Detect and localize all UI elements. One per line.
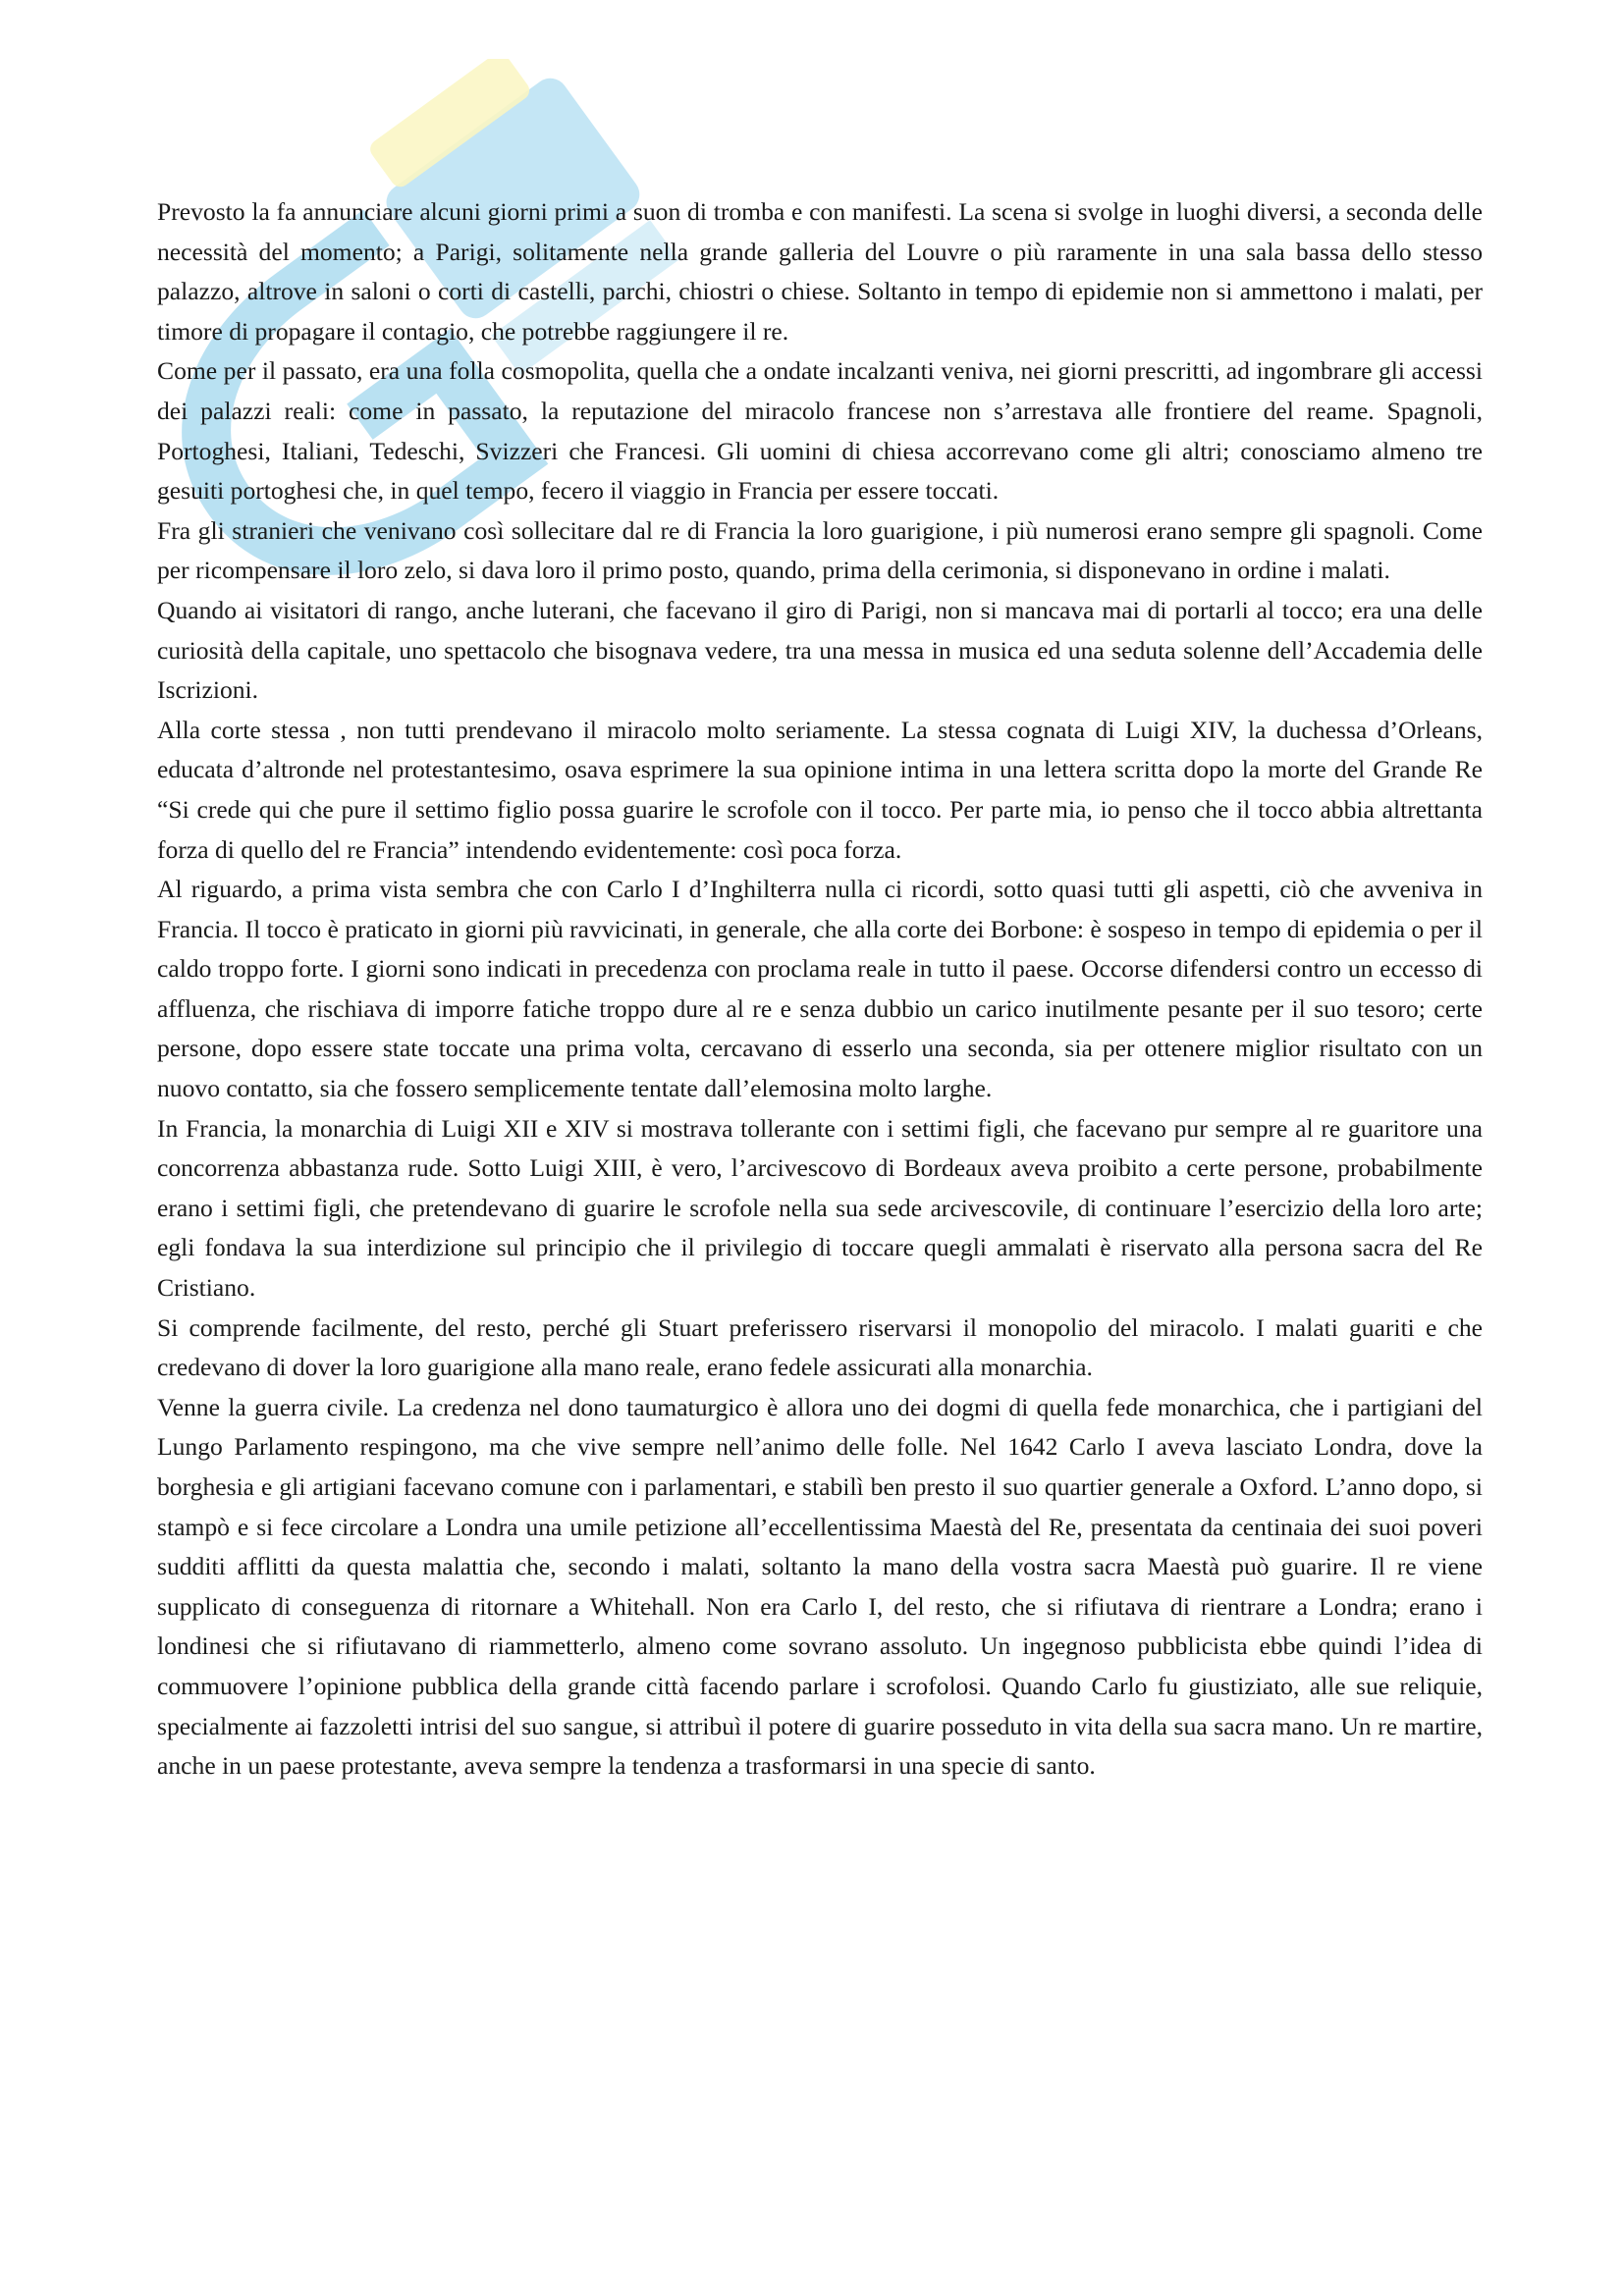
- paragraph: Si comprende facilmente, del resto, perché gli Stuart preferissero riservarsi il monopolio del miracolo. I malati guariti e che credevano di dover la loro guarigione alla mano reale, erano fedele assicurati alla monarchia.: [157, 1312, 1483, 1382]
- paragraph: Come per il passato, era una folla cosmopolita, quella che a ondate incalzanti veniva, nei giorni prescritti, ad ingombrare gli accessi dei palazzi reali: come in passato, la reputazione del miracolo francese non s’arrestava alle frontiere del reame. Spagnoli, Portoghesi, Italiani, Tedeschi, Svizzeri che Francesi. Gli uomini di chiesa accorrevano come gli altri; conosciamo almeno tre gesuiti portoghesi che, in quel tempo, fecero il viaggio in Francia per essere toccati.: [157, 356, 1483, 506]
- paragraph: Alla corte stessa , non tutti prendevano il miracolo molto seriamente. La stessa cognata di Luigi XIV, la duchessa d’Orleans, educata d’altronde nel protestantesimo, osava esprimere la sua opinione intima in una lettera scritta dopo la morte del Grande Re “Si crede qui che pure il settimo figlio possa guarire le scrofole con il tocco. Per parte mia, io penso che il tocco abbia altrettanta forza di quello del re Francia” intendendo evidentemente: così poca forza.: [157, 715, 1483, 864]
- paragraph: Quando ai visitatori di rango, anche luterani, che facevano il giro di Parigi, non si mancava mai di portarli al tocco; era una delle curiosità della capitale, uno spettacolo che bisognava vedere, tra una messa in musica ed una seduta solenne dell’Accademia delle Iscrizioni.: [157, 595, 1483, 705]
- paragraph: Prevosto la fa annunciare alcuni giorni primi a suon di tromba e con manifesti. La scena si svolge in luoghi diversi, a seconda delle necessità del momento; a Parigi, solitamente nella grande galleria del Louvre o più raramente in una sala bassa dello stesso palazzo, altrove in saloni o corti di castelli, parchi, chiostri o chiese. Soltanto in tempo di epidemie non si ammettono i malati, per timore di propagare il contagio, che potrebbe raggiungere il re.: [157, 197, 1483, 346]
- paragraph: Al riguardo, a prima vista sembra che con Carlo I d’Inghilterra nulla ci ricordi, sotto quasi tutti gli aspetti, ciò che avveniva in Francia. Il tocco è praticato in giorni più ravvicinati, in generale, che alla corte dei Borbone: è sospeso in tempo di epidemia o per il caldo troppo forte. I giorni sono indicati in precedenza con proclama reale in tutto il paese. Occorse difendersi contro un eccesso di affluenza, che rischiava di imporre fatiche troppo dure al re e senza dubbio un carico inutilmente pesante per il suo tesoro; certe persone, dopo essere state toccate una prima volta, cercavano di esserlo una seconda, sia per ottenere miglior risultato con un nuovo contatto, sia che fossero semplicemente tentate dall’elemosina molto larghe.: [157, 875, 1483, 1103]
- paragraph: Fra gli stranieri che venivano così sollecitare dal re di Francia la loro guarigione, i più numerosi erano sempre gli spagnoli. Come per ricompensare il loro zelo, si dava loro il primo posto, quando, prima della cerimonia, si disponevano in ordine i malati.: [157, 515, 1483, 585]
- document-body: [157, 192, 1483, 1787]
- paragraph: Venne la guerra civile. La credenza nel dono taumaturgico è allora uno dei dogmi di quella fede monarchica, che i partigiani del Lungo Parlamento respingono, ma che vive sempre nell’animo delle folle. Nel 1642 Carlo I aveva lasciato Londra, dove la borghesia e gli artigiani facevano comune con i parlamentari, e stabilì ben presto il suo quartier generale a Oxford. L’anno dopo, si stampò e si fece circolare a Londra una umile petizione all’eccellentissima Maestà del Re, presentata da centinaia dei suoi poveri sudditi afflitti da questa malattia che, secondo i malati, soltanto la mano della vostra sacra Maestà può guarire. Il re viene supplicato di conseguenza di ritornare a Whitehall. Non era Carlo I, del resto, che si rifiutava di rientrare a Londra; erano i londinesi che si rifiutavano di riammetterlo, almeno come sovrano assoluto. Un ingegnoso pubblicista ebbe quindi l’idea di commuovere l’opinione pubblica della grande città facendo parlare i scrofolosi. Quando Carlo fu giustiziato, alle sue reliquie, specialmente ai fazzoletti intrisi del suo sangue, si attribuì il potere di guarire posseduto in vita della sua sacra mano. Un re martire, anche in un paese protestante, aveva sempre la tendenza a trasformarsi in una specie di santo.: [157, 1392, 1483, 1781]
- paragraph: In Francia, la monarchia di Luigi XII e XIV si mostrava tollerante con i settimi figli, che facevano pur sempre al re guaritore una concorrenza abbastanza rude. Sotto Luigi XIII, è vero, l’arcivescovo di Bordeaux aveva proibito a certe persone, probabilmente erano i settimi figli, che pretendevano di guarire le scrofole nella sua sede arcivescovile, di continuare l’esercizio della loro arte; egli fondava la sua interdizione sul principio che il privilegio di toccare quegli ammalati è riservato alla persona sacra del Re Cristiano.: [157, 1113, 1483, 1303]
